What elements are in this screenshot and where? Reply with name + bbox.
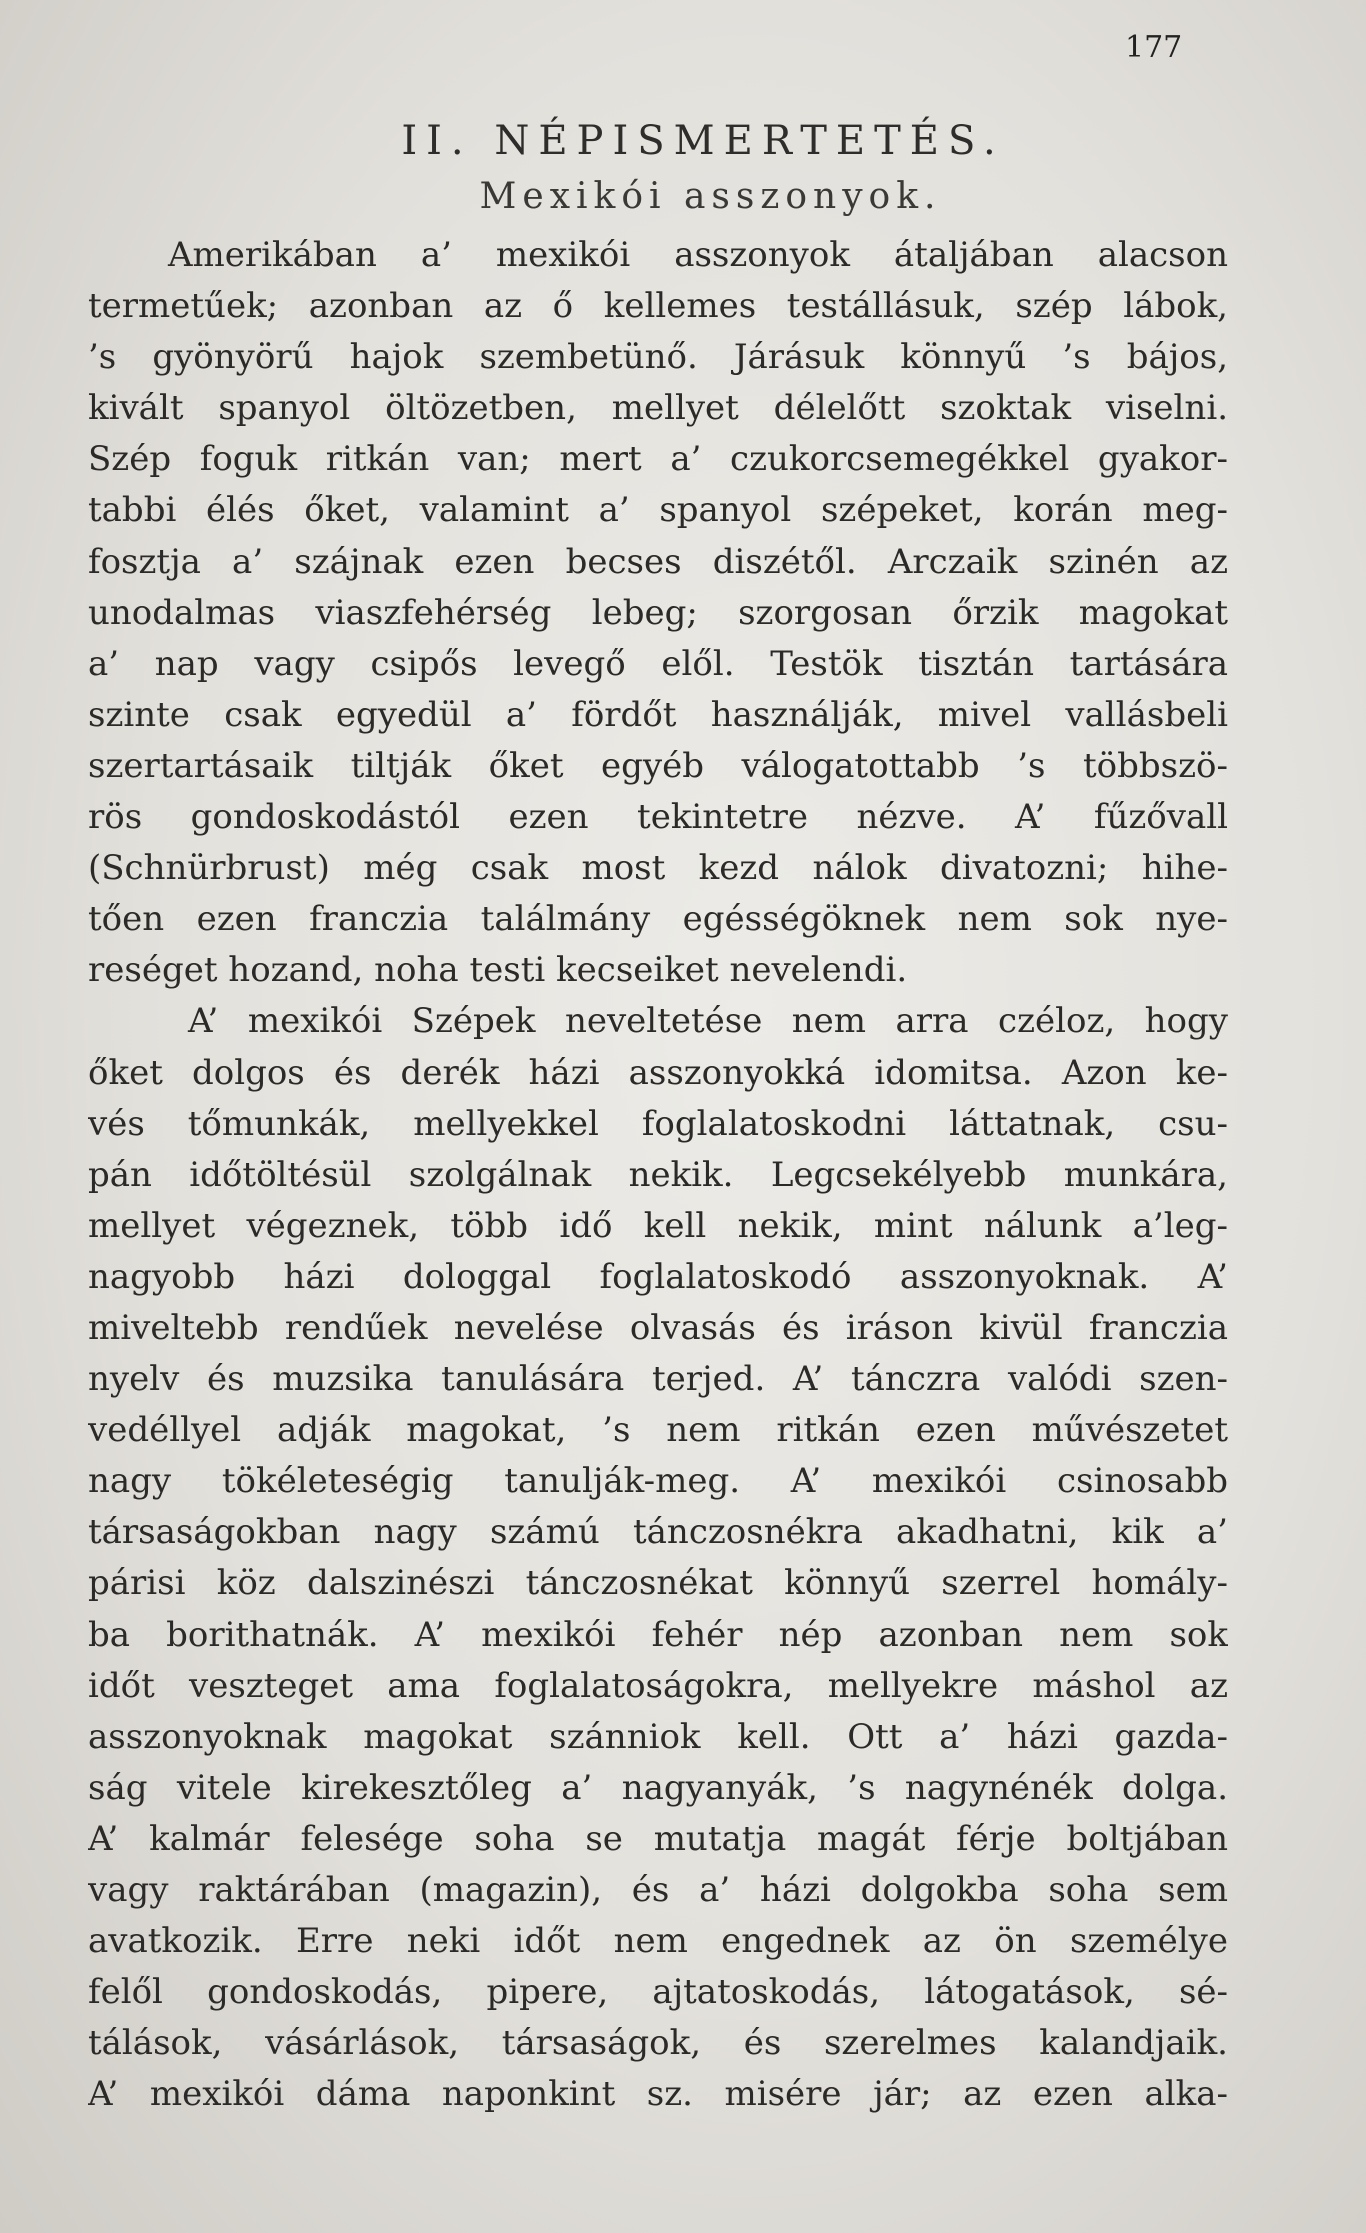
page-number: 177 [1125, 30, 1183, 65]
text-line: tően ezen franczia találmány egésségöknek nem sok nye- [88, 899, 1228, 940]
text-line: ba borithatnák. A’ mexikói fehér nép azonban nem sok [88, 1614, 1228, 1655]
text-line: kivált spanyol öltözetben, mellyet délelőtt szoktak viselni. [88, 388, 1228, 429]
text-line: (Schnürbrust) még csak most kezd nálok divatozni; hihe- [88, 848, 1228, 889]
text-line: nagyobb házi dologgal foglalatoskodó asszonyoknak. A’ [88, 1256, 1228, 1297]
text-line: reséget hozand, noha testi kecseiket nevelendi. [88, 950, 908, 991]
text-line: vedéllyel adják magokat, ’s nem ritkán ezen művészetet [88, 1410, 1228, 1451]
text-line: avatkozik. Erre neki időt nem engednek az ön személye [88, 1921, 1228, 1962]
text-line: Amerikában a’ mexikói asszonyok átaljában alacson [168, 235, 1228, 275]
text-line: nagy tökéleteségig tanulják-meg. A’ mexikói csinosabb [88, 1461, 1228, 1502]
text-line: szinte csak egyedül a’ fördőt használják, mivel vallásbeli [88, 694, 1228, 735]
body-text [88, 230, 1228, 2120]
text-line: ság vitele kirekesztőleg a’ nagyanyák, ’s nagynénék dolga. [88, 1767, 1228, 1808]
text-line: tálások, vásárlások, társaságok, és szerelmes kalandjaik. [88, 2023, 1228, 2064]
text-line: A’ mexikói dáma naponkint sz. misére jár; az ezen alka- [88, 2074, 1228, 2115]
text-line: társaságokban nagy számú tánczosnékra akadhatni, kik a’ [88, 1512, 1228, 1553]
text-line: termetűek; azonban az ő kellemes testállásuk, szép lábok, [88, 286, 1228, 327]
text-line: miveltebb rendűek nevelése olvasás és iráson kivül franczia [88, 1307, 1228, 1348]
section-title: II. NÉPISMERTETÉS. [401, 118, 1005, 164]
text-line: vagy raktárában (magazin), és a’ házi dolgokba soha sem [88, 1870, 1228, 1910]
text-line: Szép foguk ritkán van; mert a’ czukorcsemegékkel gyakor- [88, 439, 1228, 480]
text-line: tabbi élés őket, valamint a’ spanyol szépeket, korán meg- [88, 490, 1228, 531]
text-line: rös gondoskodástól ezen tekintetre nézve. A’ fűzővall [88, 797, 1228, 838]
text-line: ’s gyönyörű hajok szembetünő. Járásuk könnyű ’s bájos, [88, 337, 1228, 378]
text-line: fosztja a’ szájnak ezen becses diszétől. Arczaik szinén az [88, 541, 1228, 582]
text-line: felől gondoskodás, pipere, ajtatoskodás, látogatások, sé- [88, 1972, 1228, 2013]
text-line: vés tőmunkák, mellyekkel foglalatoskodni láttatnak, csu- [88, 1103, 1228, 1144]
text-line: őket dolgos és derék házi asszonyokká idomitsa. Azon ke- [88, 1052, 1228, 1093]
section-subtitle: Mexikói asszonyok. [479, 176, 942, 217]
text-line: pán időtöltésül szolgálnak nekik. Legcsekélyebb munkára, [88, 1154, 1228, 1195]
text-line: nyelv és muzsika tanulására terjed. A’ tánczra valódi szen- [88, 1359, 1228, 1400]
text-line: A’ kalmár felesége soha se mutatja magát férje boltjában [88, 1818, 1228, 1859]
text-line: időt veszteget ama foglalatoságokra, mellyekre máshol az [88, 1665, 1228, 1706]
text-line: mellyet végeznek, több idő kell nekik, mint nálunk a’leg- [88, 1205, 1228, 1246]
text-line: a’ nap vagy csipős levegő elől. Testök tisztán tartására [88, 643, 1228, 684]
text-line: A’ mexikói Szépek neveltetése nem arra czéloz, hogy [188, 1001, 1228, 1042]
text-line: párisi köz dalszinészi tánczosnékat könnyű szerrel homály- [88, 1563, 1228, 1604]
text-line: asszonyoknak magokat szánniok kell. Ott a’ házi gazda- [88, 1716, 1228, 1757]
text-line: szertartásaik tiltják őket egyéb válogatottabb ’s többszö- [88, 745, 1228, 786]
text-line: unodalmas viaszfehérség lebeg; szorgosan őrzik magokat [88, 592, 1228, 633]
